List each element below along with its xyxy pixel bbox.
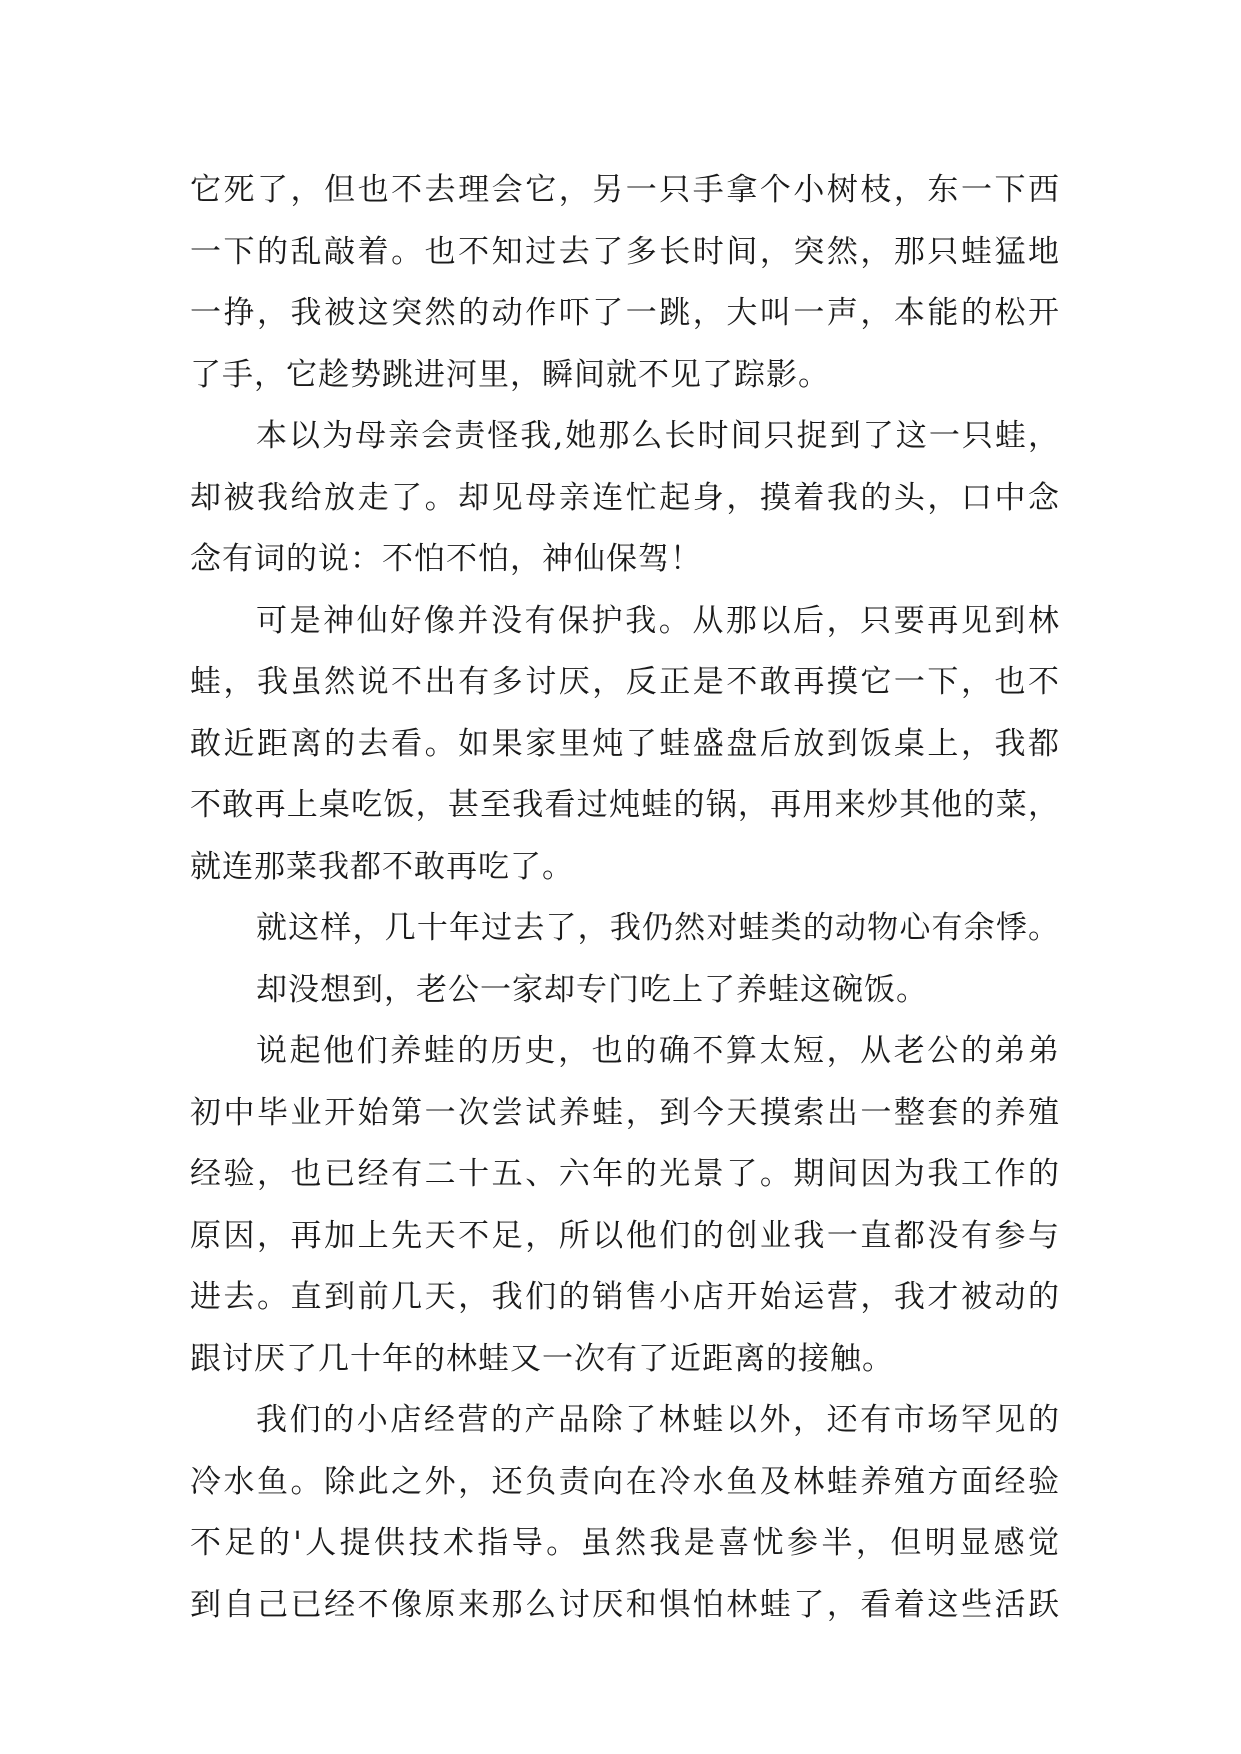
text-line: 念有词的说：不怕不怕，神仙保驾！ [190, 541, 702, 577]
text-line: 不敢再上桌吃饭，甚至我看过炖蛙的锅，再用来炒其他的菜， [190, 787, 1060, 823]
text-line: 就这样，几十年过去了，我仍然对蛙类的动物心有余悸。 [256, 910, 1060, 946]
text-line: 初中毕业开始第一次尝试养蛙，到今天摸索出一整套的养殖 [190, 1094, 1060, 1131]
text-line: 到自己已经不像原来那么讨厌和惧怕林蛙了，看着这些活跃 [190, 1586, 1060, 1623]
text-line: 可是神仙好像并没有保护我。从那以后，只要再见到林 [256, 602, 1060, 639]
text-line: 经验，也已经有二十五、六年的光景了。期间因为我工作的 [190, 1156, 1060, 1192]
text-line: 我们的小店经营的产品除了林蛙以外，还有市场罕见的 [256, 1402, 1060, 1438]
text-line: 却没想到，老公一家却专门吃上了养蛙这碗饭。 [256, 971, 928, 1008]
text-line: 跟讨厌了几十年的林蛙又一次有了近距离的接触。 [190, 1340, 894, 1377]
text-line: 敢近距离的去看。如果家里炖了蛙盛盘后放到饭桌上，我都 [190, 725, 1060, 762]
text-line: 蛙，我虽然说不出有多讨厌，反正是不敢再摸它一下，也不 [190, 664, 1060, 700]
text-line: 一下的乱敲着。也不知过去了多长时间，突然，那只蛙猛地 [190, 233, 1060, 270]
text-line: 一挣，我被这突然的动作吓了一跳，大叫一声，本能的松开 [190, 295, 1060, 331]
text-line: 本以为母亲会责怪我,她那么长时间只捉到了这一只蛙， [256, 418, 1060, 454]
text-line: 就连那菜我都不敢再吃了。 [190, 848, 574, 885]
body-text [190, 160, 1060, 1636]
text-line: 冷水鱼。除此之外，还负责向在冷水鱼及林蛙养殖方面经验 [190, 1463, 1060, 1500]
text-line: 了手，它趁势跳进河里，瞬间就不见了踪影。 [190, 356, 830, 393]
text-line: 原因，再加上先天不足，所以他们的创业我一直都没有参与 [190, 1217, 1060, 1254]
text-line: 它死了，但也不去理会它，另一只手拿个小树枝，东一下西 [190, 172, 1060, 208]
text-line: 却被我给放走了。却见母亲连忙起身，摸着我的头，口中念 [190, 479, 1060, 516]
text-line: 不足的'人提供技术指导。虽然我是喜忧参半，但明显感觉 [190, 1525, 1060, 1561]
text-line: 说起他们养蛙的历史，也的确不算太短，从老公的弟弟 [256, 1033, 1060, 1069]
text-line: 进去。直到前几天，我们的销售小店开始运营，我才被动的 [190, 1279, 1060, 1315]
